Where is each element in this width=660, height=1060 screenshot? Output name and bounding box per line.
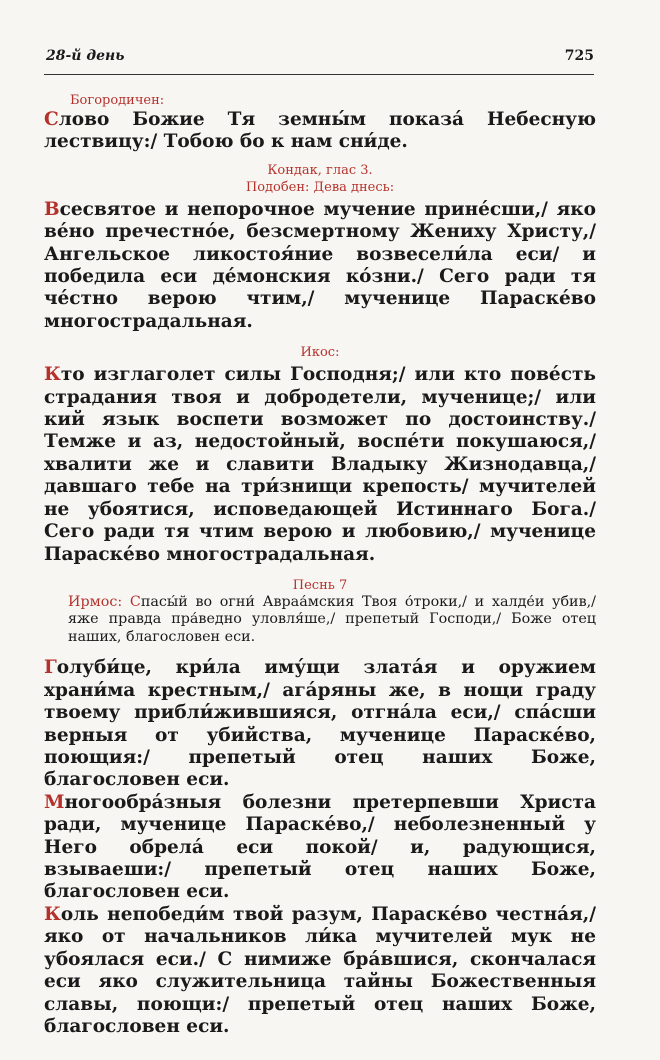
- drop-initial: К: [44, 364, 61, 386]
- drop-initial: М: [44, 791, 65, 813]
- ikos-text: [44, 364, 596, 566]
- paragraph-body: лово Божие Тя земны́м показа́ Небесную лествицу:/ Тобою бо к нам сни́де.: [44, 109, 596, 153]
- ikos-label: Икос:: [300, 345, 340, 361]
- paragraph-body: олуби́це, кри́ла иму́щи злата́я и оружием храни́ма крестным,/ ага́ряны же, в нощи граду твоему прибли́жившияся, отгна́ла еси,/ спа́сши верныя от убийства, мученице Параске́во, поющия:/ препетый отец наших Боже, благословен еси.: [44, 657, 596, 791]
- irmos-label: Ирмос:: [68, 593, 130, 610]
- troparion: [44, 904, 596, 1038]
- page-number: 725: [564, 48, 594, 64]
- running-title: 28-й день: [46, 48, 125, 64]
- drop-initial: Г: [44, 657, 57, 679]
- kondak-text: [44, 199, 596, 333]
- bogorodichen-text: [44, 109, 596, 154]
- paragraph-body: пасы́й во огни́ Авраа́мския Твоя о́троки,/ и халде́и убив,/ яже правда пра́ведно уловля́ше,/ препетый Господи,/ Боже отец наших, благословен еси.: [68, 593, 596, 645]
- paragraph-body: оль непобеди́м твой разум, Параске́во честна́я,/ яко от начальников ли́ка мучителей мук не убоялася еси./ С нимиже бра́вшися, скончалася еси яко служительница тайны Божественныя славы, поющи:/ препетый отец наших Боже, благословен еси.: [44, 903, 596, 1037]
- page-content: [44, 92, 596, 1038]
- drop-initial: К: [44, 903, 61, 925]
- bogorodichen-label: Богородичен:: [70, 93, 165, 108]
- kondak-podoben: Подобен: Дева днесь:: [245, 179, 395, 195]
- irmos-text: [44, 594, 596, 647]
- kondak-label: Кондак, глас 3.: [267, 162, 373, 178]
- troparion: [44, 657, 596, 791]
- page-header: [44, 44, 594, 75]
- drop-initial: С: [129, 593, 141, 610]
- paragraph-body: сесвятое и непорочное мучение прине́сши,/ яко ве́но пречестно́е, безсмертному Жениху Христу,/ Ангельское ликостоя́ние возвесели́ла еси/ и победила еси де́монския ко́зни./ Сего ради тя че́стно верою чтим,/ мученице Параске́во многострадальная.: [44, 198, 596, 332]
- paragraph-body: то изглаголет силы Господня;/ или кто пове́сть страдания твоя и добродетели, мученице;/ или кий язык воспети возможет по достоинству./ Темже и аз, недостойный, воспе́ти покушаюся,/ хвалити же и славити Владыку Жизнодавца,/ давшаго тебе на три́знищи крепость/ мучителей не убоятися, исповедающей Истиннаго Бога./ Сего ради тя чтим верою и любовию,/ мученице Параске́во многострадальная.: [44, 364, 596, 565]
- pesn-title: Песнь 7: [292, 577, 348, 593]
- drop-initial: В: [44, 198, 60, 220]
- troparion: [44, 792, 596, 904]
- drop-initial: С: [44, 109, 59, 130]
- paragraph-body: ногообра́зныя болезни претерпевши Христа ради, мученице Параске́во,/ неболезненный у Него обрела́ еси покой/ и, радующися, взываеши:/ препетый отец наших Боже, благословен еси.: [44, 791, 596, 903]
